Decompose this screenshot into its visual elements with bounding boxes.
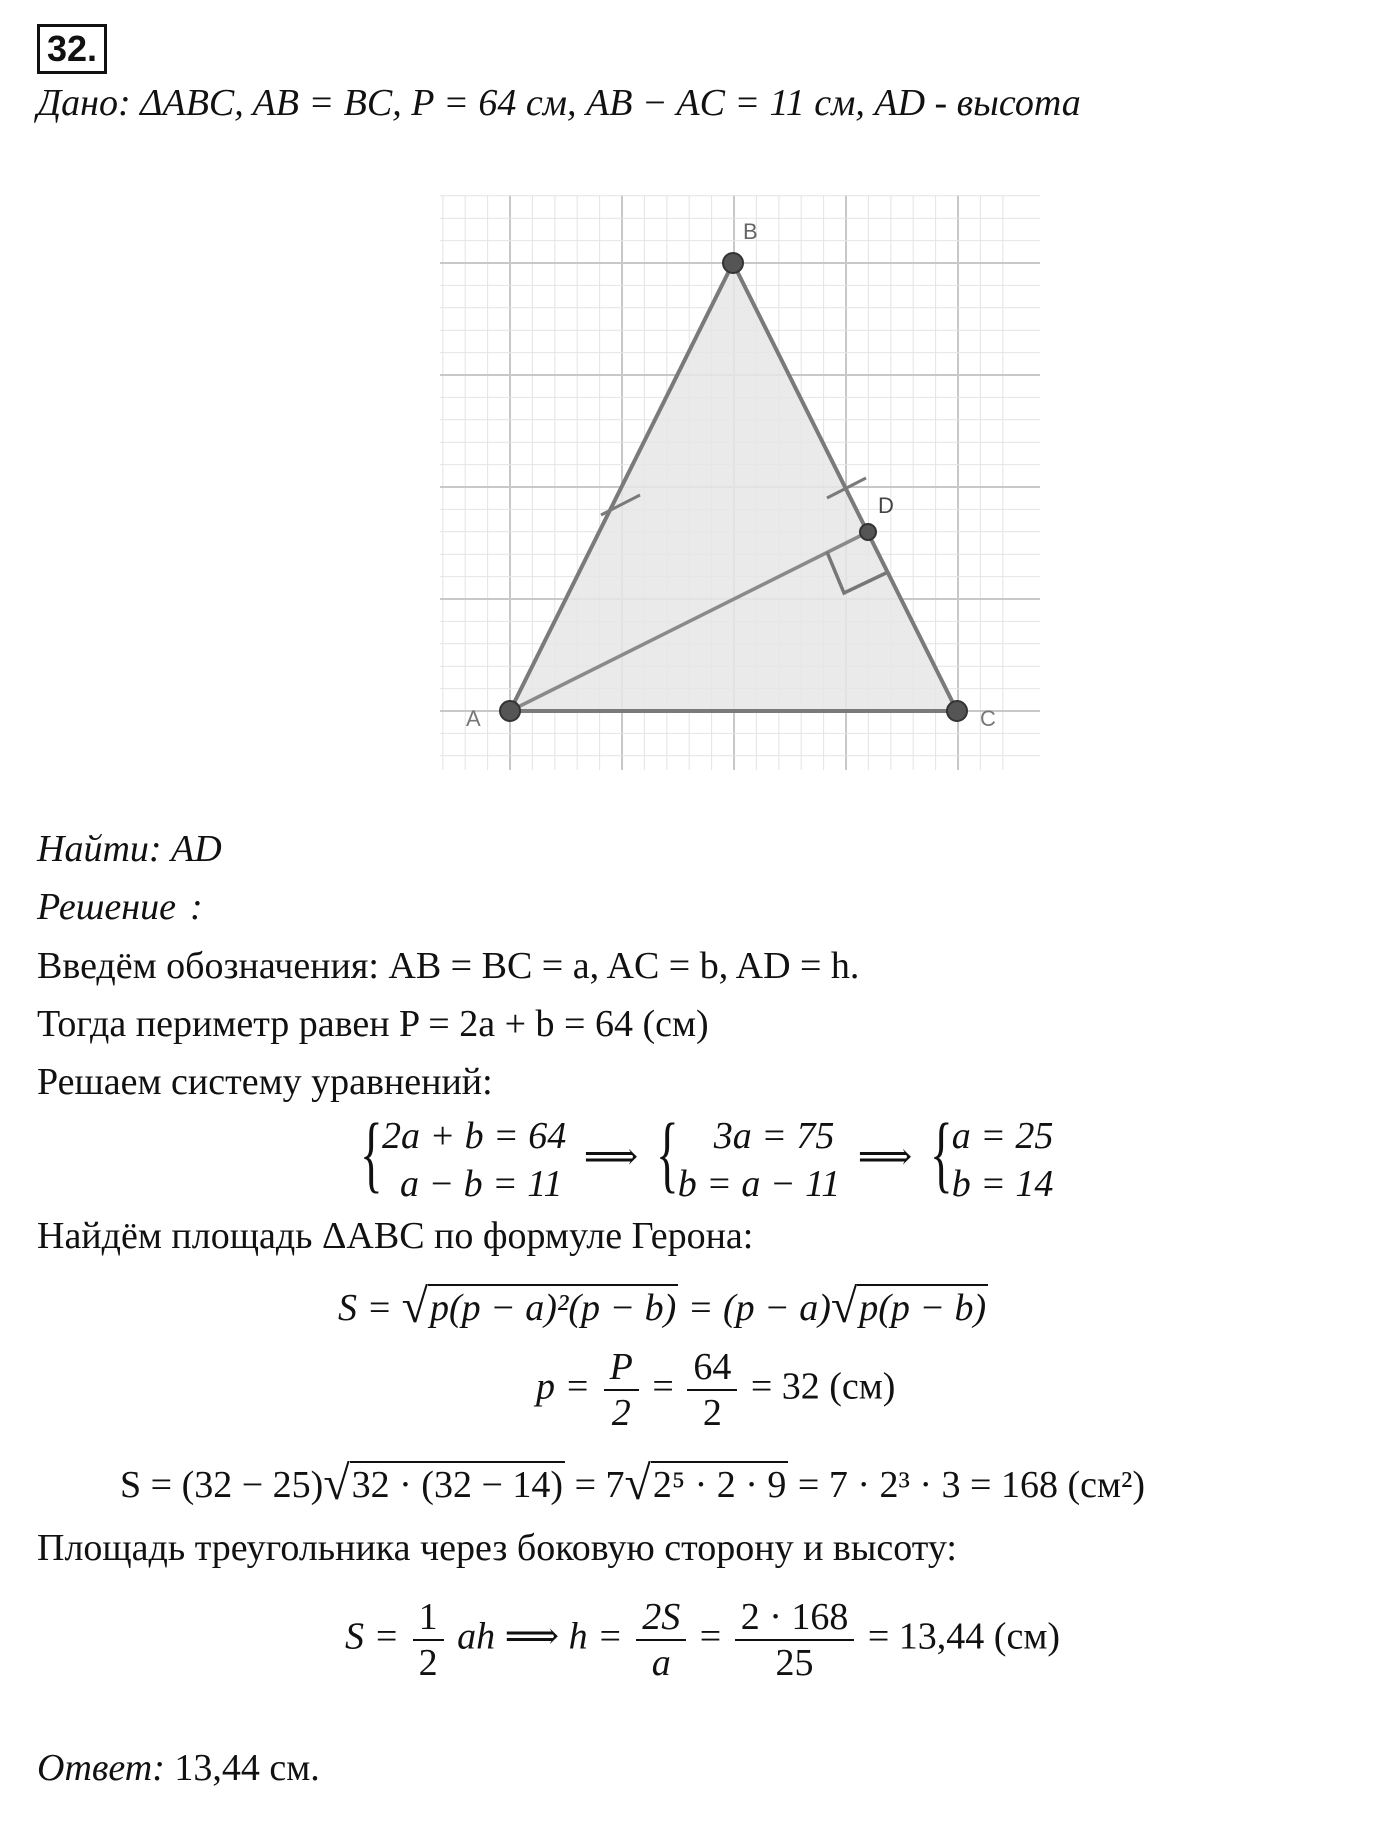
fraction-denominator: 2 (702, 1392, 722, 1434)
point-d (860, 524, 876, 540)
label-a: A (466, 706, 481, 731)
solution-line-2: Тогда периметр равен P = 2a + b = 64 (см) (37, 1003, 709, 1045)
point-b (723, 253, 743, 273)
height-equals: = (699, 1615, 722, 1658)
solution-line-3: Решаем систему уравнений: (37, 1061, 493, 1103)
find-line (37, 826, 222, 872)
given-line (37, 80, 1081, 126)
area-calc-radicand-2: 2⁵ · 2 · 9 (651, 1461, 789, 1507)
fraction-denominator: a (651, 1642, 671, 1684)
area-calc-left: S = (32 − 25) (120, 1464, 324, 1506)
fraction-numerator: 64 (687, 1345, 737, 1391)
label-d: D (878, 493, 894, 518)
point-a (500, 701, 520, 721)
fraction-64-2 (687, 1345, 737, 1435)
fraction-numerator: P (604, 1345, 639, 1391)
equation-system (360, 1105, 1054, 1208)
answer-label: Ответ: (37, 1747, 165, 1789)
system-3-row-1: a = 25 (951, 1115, 1054, 1157)
system-2-row-2: b = a − 11 (677, 1163, 841, 1205)
given-label: Дано (37, 82, 119, 124)
height-mid: ah ⟹ h = (457, 1615, 623, 1658)
problem-number: 32. (37, 24, 107, 74)
heron-radicand-1: p(p − a)²(p − b) (428, 1284, 678, 1330)
find-text: : AD (148, 828, 222, 870)
system-1: { 2a + b = 64 a − b = 11 (360, 1112, 566, 1208)
answer-line (37, 1745, 320, 1791)
system-2: { 3a = 75 b = a − 11 (656, 1112, 840, 1208)
solution-colon: : (190, 886, 203, 928)
solution-label: Решение (37, 886, 176, 928)
label-c: C (980, 706, 996, 731)
heron-formula: S = √p(p − a)²(p − b) = (p − a)√p(p − b) (338, 1280, 987, 1333)
p-left: p = (536, 1365, 591, 1408)
height-formula (345, 1595, 1060, 1685)
fraction-numerator: 2 · 168 (735, 1595, 855, 1641)
fraction-numerator: 1 (413, 1595, 444, 1641)
fraction-denominator: 2 (418, 1642, 438, 1684)
height-right: = 13,44 (см) (867, 1615, 1061, 1658)
fraction-336-25 (735, 1595, 855, 1685)
implies-arrow-1: ⟹ (583, 1135, 639, 1178)
fraction-p-2 (604, 1345, 639, 1435)
fraction-numerator: 2S (636, 1595, 686, 1641)
area-calc-radicand-1: 32 · (32 − 14) (350, 1461, 565, 1507)
p-equals: = (652, 1365, 674, 1408)
implies-arrow-2: ⟹ (857, 1135, 913, 1178)
answer-text: 13,44 см. (164, 1747, 320, 1789)
semiperimeter-formula (536, 1345, 895, 1435)
fraction-denominator: 2 (611, 1392, 631, 1434)
fraction-1-2 (413, 1595, 444, 1685)
heron-formula-left: S = (338, 1287, 402, 1329)
solution-line-4: Найдём площадь ΔABC по формуле Герона: (37, 1215, 754, 1257)
system-1-row-2: a − b = 11 (400, 1163, 563, 1205)
fraction-denominator: 25 (775, 1642, 814, 1684)
area-calc-right: = 7 · 2³ · 3 = 168 (см²) (788, 1464, 1146, 1506)
solution-line-1: Введём обозначения: AB = BC = a, AC = b, AD = h. (37, 945, 860, 987)
system-3-row-2: b = 14 (951, 1163, 1054, 1205)
area-calculation: S = (32 − 25)√32 · (32 − 14) = 7√2⁵ · 2 · 9 = 7 · 2³ · 3 = 168 (см²) (120, 1457, 1146, 1510)
fraction-2s-a (636, 1595, 686, 1685)
system-3: { a = 25 b = 14 (930, 1112, 1054, 1208)
height-left: S = (345, 1615, 400, 1658)
find-label: Найти (37, 828, 149, 870)
label-b: B (743, 219, 758, 244)
system-1-row-1: 2a + b = 64 (382, 1115, 567, 1157)
p-right: = 32 (см) (750, 1365, 896, 1408)
heron-radicand-2: p(p − b) (857, 1284, 988, 1330)
system-2-row-1: 3a = 75 (713, 1115, 835, 1157)
triangle-figure (440, 195, 1040, 770)
point-c (947, 701, 967, 721)
area-calc-mid: = 7 (565, 1464, 625, 1506)
given-text: : ΔABC, AB = BC, P = 64 см, AB − AC = 11 см, AD - высота (118, 82, 1081, 124)
heron-formula-mid: = (p − a) (678, 1287, 831, 1329)
solution-line-5: Площадь треугольника через боковую сторону и высоту: (37, 1527, 957, 1569)
